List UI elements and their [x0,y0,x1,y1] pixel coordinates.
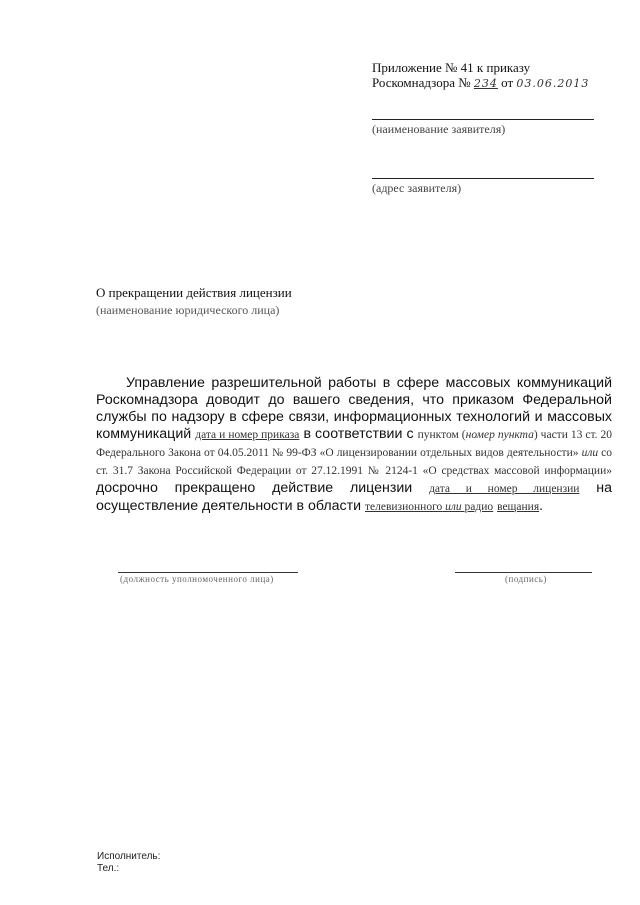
subject-title: О прекращении действия лицензии [96,285,292,300]
body-p1: Управление разрешительной работы в сфере массовых коммуникаций Роскомнадзора доводит до вашего сведения, что приказом Федеральной службы по надзору в сфере связи, информационных технологий и массовых коммуникаций [96,375,612,442]
signature-position-line[interactable] [118,572,298,573]
order-date-number-placeholder[interactable]: дата и номер приказа [195,429,300,441]
subject-caption: (наименование юридического лица) [96,303,280,317]
applicant-address-caption: (адрес заявителя) [372,181,462,195]
applicant-name-caption: (наименование заявителя) [372,122,506,136]
broadcasting-word: вещания [497,501,540,513]
order-date: 03.06.2013 [516,77,590,90]
item-number-placeholder[interactable]: номер пункта [465,429,534,441]
order-number: 234 [473,77,498,90]
signature-position-caption: (должность уполномоченного лица) [120,574,274,584]
appendix-order-mid: от [501,75,514,90]
body-s2: ) части 13 ст. 20 Федерального Закона от 04.05.2011 № 99-ФЗ «О лицензировании отдельных видов деятельности» [96,429,612,459]
appendix-order-prefix: Роскомнадзора № [372,75,471,90]
body-p4: на осуществление деятельности в области [96,480,612,514]
applicant-name-line[interactable] [372,119,594,120]
license-placeholder[interactable]: дата и номер лицензии [429,483,580,495]
body-or1: или [578,447,602,459]
tv-option[interactable]: телевизионного [365,501,443,513]
applicant-address-line[interactable] [372,178,594,179]
executor-label: Исполнитель: [97,851,161,862]
signature-caption: (подпись) [505,574,547,584]
radio-option[interactable]: радио [464,501,494,513]
body-p2: в соответствии с [299,426,418,442]
body-s3: со ст. 31.7 Закона Российской Федерации от 27.12.1991 № 2124-1 «О средствах массовой информации» [96,447,613,477]
notice-body [96,375,612,516]
body-or2: или [442,501,465,513]
appendix-line1: Приложение № 41 к приказу [372,60,531,75]
appendix-line2 [372,75,589,91]
body-p3: досрочно прекращено действие лицензии [96,480,430,496]
body-s1: пунктом ( [417,429,466,441]
signature-line[interactable] [455,572,592,573]
appendix-header [372,60,589,91]
phone-label: Тел.: [97,863,120,874]
body-end: . [539,498,544,514]
